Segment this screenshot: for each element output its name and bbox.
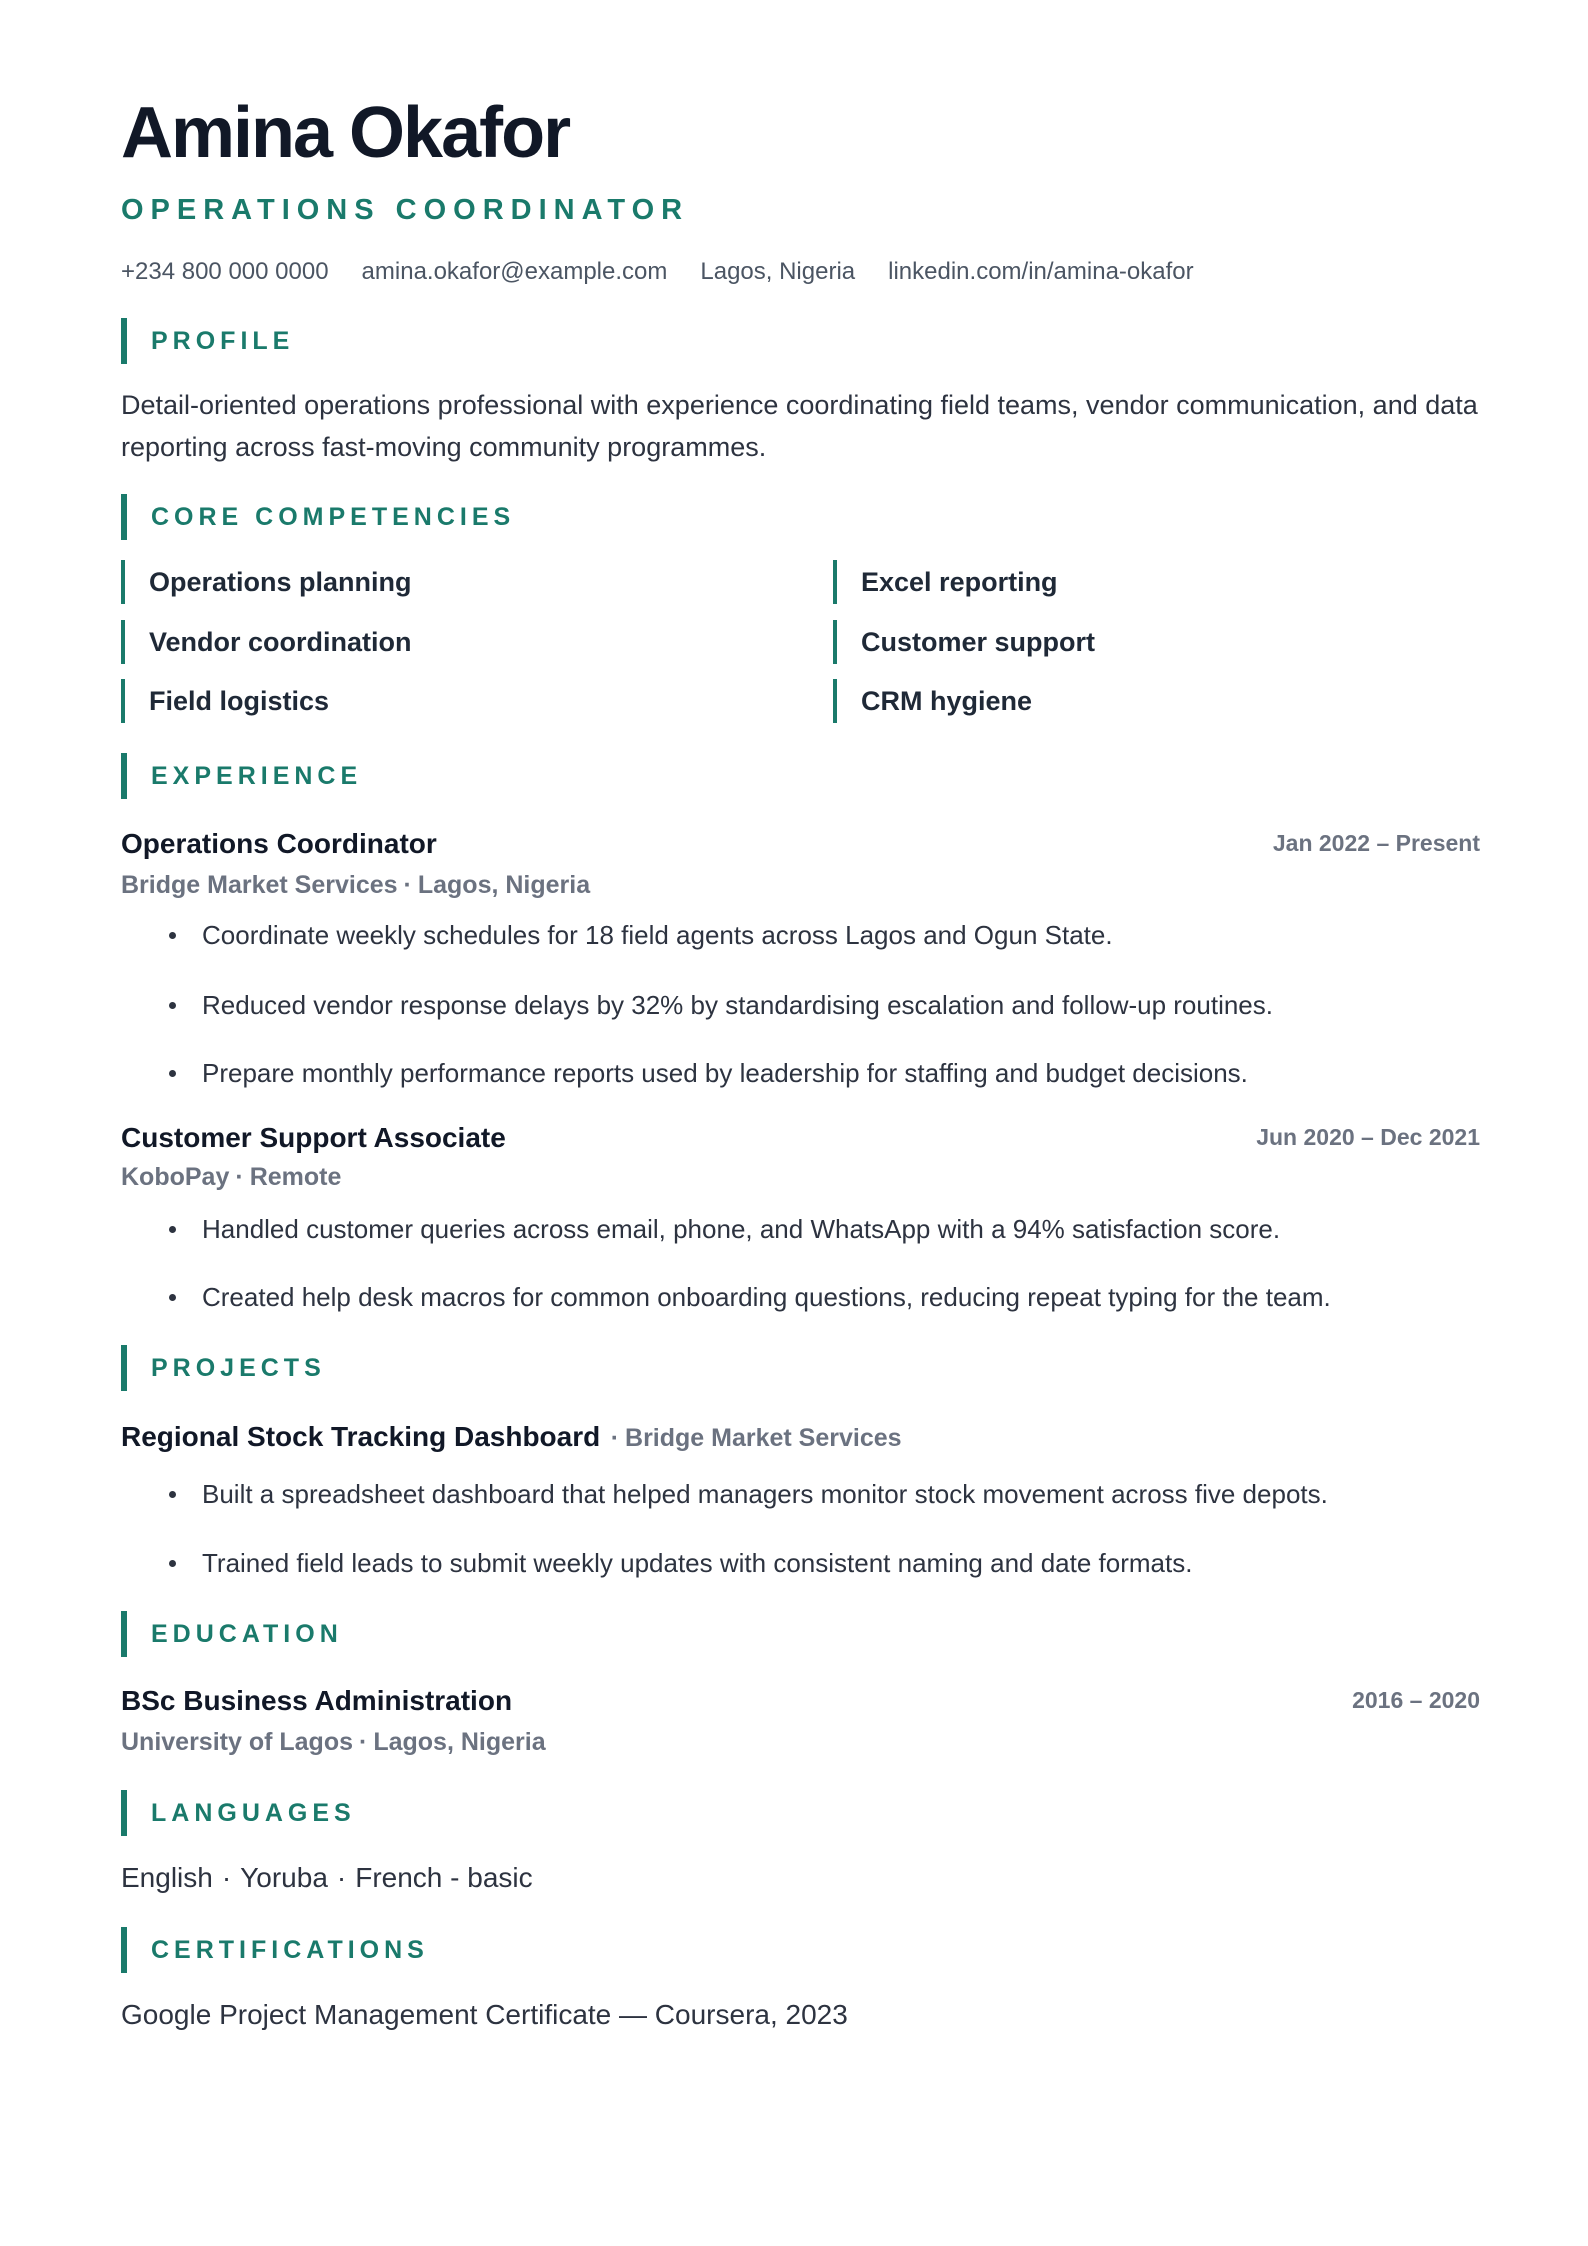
languages-list: English · Yoruba · French - basic: [121, 1862, 533, 1893]
candidate-name: Amina Okafor: [121, 93, 570, 173]
contact-linkedin: linkedin.com/in/amina-okafor: [888, 258, 1194, 285]
job-bullet: Handled customer queries across email, phone, and WhatsApp with a 94% satisfaction score.: [169, 1211, 1280, 1247]
section-heading-languages: LANGUAGES: [121, 1790, 356, 1836]
school-name: University of Lagos: [121, 1728, 353, 1756]
job-company-line: KoboPay · Remote: [121, 1163, 342, 1191]
project-bullet: Trained field leads to submit weekly updates with consistent naming and date formats.: [169, 1545, 1192, 1581]
competency-item: CRM hygiene: [833, 679, 1032, 723]
job-title: Customer Support Associate: [121, 1122, 506, 1153]
education-dates: 2016 – 2020: [1352, 1687, 1480, 1713]
contact-location: Lagos, Nigeria: [700, 258, 856, 285]
candidate-role: OPERATIONS COORDINATOR: [121, 194, 690, 226]
competency-item: Vendor coordination: [121, 620, 412, 664]
section-heading-certifications: CERTIFICATIONS: [121, 1927, 429, 1973]
competency-item: Excel reporting: [833, 560, 1058, 604]
job-title: Operations Coordinator: [121, 828, 437, 859]
language-item: Yoruba: [240, 1862, 328, 1893]
competency-item: Field logistics: [121, 679, 329, 723]
project-header: [121, 1418, 902, 1461]
section-heading-competencies: CORE COMPETENCIES: [121, 494, 515, 540]
school-location: Lagos, Nigeria: [373, 1728, 546, 1756]
job-bullet: Coordinate weekly schedules for 18 field agents across Lagos and Ogun State.: [169, 917, 1113, 953]
job-dates: Jan 2022 – Present: [1272, 830, 1480, 856]
job-company: Bridge Market Services: [121, 871, 398, 899]
profile-summary: Detail-oriented operations professional with experience coordinating field teams, vendor communication, and data reporting across fast-moving community programmes.: [121, 390, 1478, 462]
certification-item: Google Project Management Certificate — Coursera, 2023: [121, 1999, 848, 2030]
job-location: Remote: [249, 1163, 342, 1191]
job-dates: Jun 2020 – Dec 2021: [1256, 1124, 1480, 1150]
school-line: University of Lagos · Lagos, Nigeria: [121, 1728, 546, 1756]
project-org: Bridge Market Services: [625, 1424, 902, 1452]
contact-line: [121, 255, 1194, 289]
section-heading-projects: PROJECTS: [121, 1345, 326, 1391]
job-company: KoboPay: [121, 1163, 230, 1191]
project-bullet: Built a spreadsheet dashboard that helped managers monitor stock movement across five depots.: [169, 1476, 1328, 1512]
degree-title: BSc Business Administration: [121, 1685, 513, 1716]
contact-email: amina.okafor@example.com: [361, 258, 668, 285]
competency-item: Operations planning: [121, 560, 412, 604]
job-bullet: Prepare monthly performance reports used by leadership for staffing and budget decisions.: [169, 1055, 1248, 1091]
section-heading-profile: PROFILE: [121, 318, 294, 364]
section-heading-education: EDUCATION: [121, 1611, 343, 1657]
language-item: English: [121, 1862, 213, 1893]
job-location: Lagos, Nigeria: [417, 871, 591, 899]
project-org-line: · Bridge Market Services: [610, 1424, 902, 1452]
project-title: Regional Stock Tracking Dashboard: [121, 1421, 601, 1452]
job-bullet: Created help desk macros for common onboarding questions, reducing repeat typing for the team.: [169, 1279, 1331, 1315]
section-heading-experience: EXPERIENCE: [121, 753, 362, 799]
job-company-line: Bridge Market Services · Lagos, Nigeria: [121, 871, 591, 899]
contact-phone: +234 800 000 0000: [121, 258, 329, 285]
job-bullet: Reduced vendor response delays by 32% by standardising escalation and follow-up routines.: [169, 987, 1273, 1023]
competency-item: Customer support: [833, 620, 1095, 664]
language-item: French - basic: [355, 1862, 533, 1893]
